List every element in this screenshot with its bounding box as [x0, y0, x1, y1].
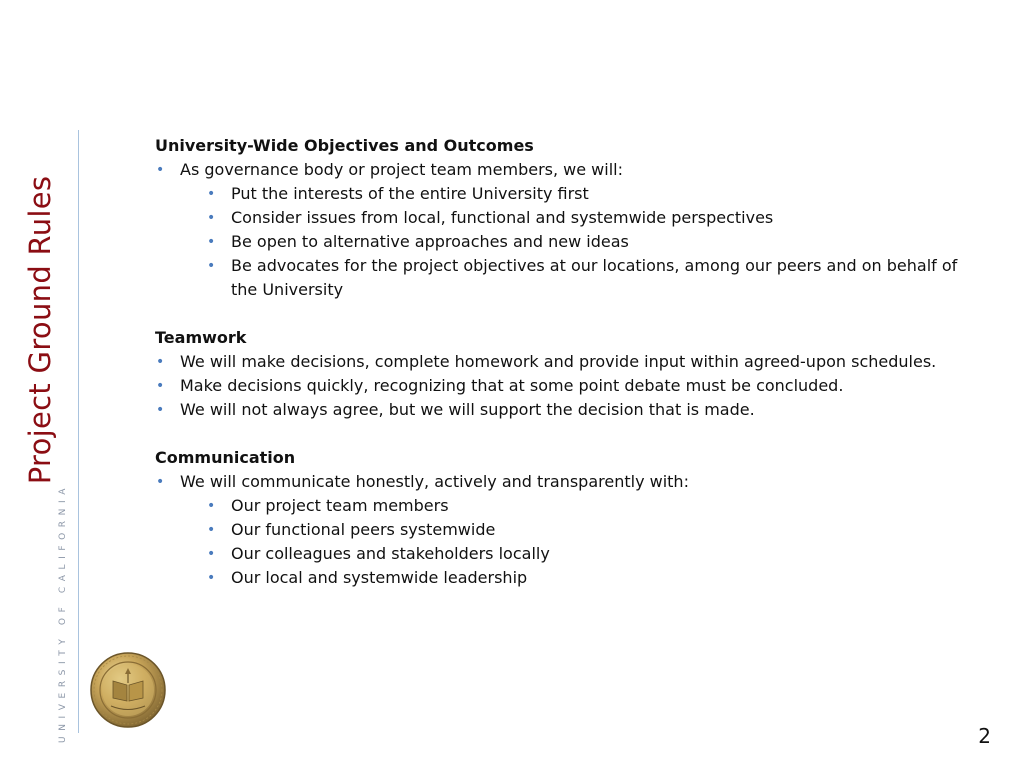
- sub-list-item: • Our local and systemwide leadership: [206, 566, 985, 590]
- slide-title: Project Ground Rules: [23, 175, 57, 485]
- sub-list-item: • Our functional peers systemwide: [206, 518, 985, 542]
- slide-body: [155, 134, 985, 614]
- university-wordmark: UNIVERSITY OF CALIFORNIA: [58, 483, 68, 743]
- section-heading: Teamwork: [155, 328, 247, 347]
- bullet-list: [155, 158, 985, 302]
- side-title-container: [0, 0, 57, 485]
- section-heading: University-Wide Objectives and Outcomes: [155, 136, 534, 155]
- bullet-list: [155, 470, 985, 590]
- section-communication: [155, 446, 985, 590]
- university-seal-icon: [89, 651, 167, 729]
- section-teamwork: [155, 326, 985, 422]
- page-number: 2: [978, 724, 991, 748]
- sub-list-item: • Our project team members: [206, 494, 985, 518]
- list-item: • We will not always agree, but we will support the decision that is made.: [155, 398, 985, 422]
- section-objectives: [155, 134, 985, 302]
- sub-list-item: • Be advocates for the project objectives at our locations, among our peers and on behalf of the University: [206, 254, 985, 302]
- sub-list-item: • Consider issues from local, functional and systemwide perspectives: [206, 206, 985, 230]
- sub-list-item: • Put the interests of the entire University first: [206, 182, 985, 206]
- list-item: • We will make decisions, complete homework and provide input within agreed-upon schedules.: [155, 350, 985, 374]
- list-item: [155, 470, 985, 590]
- list-item-text: We will communicate honestly, actively and transparently with:: [180, 472, 689, 491]
- bullet-list: [155, 350, 985, 422]
- sub-list-item: • Our colleagues and stakeholders locally: [206, 542, 985, 566]
- list-item: [155, 158, 985, 302]
- sub-bullet-list: [231, 182, 985, 302]
- section-heading: Communication: [155, 448, 296, 467]
- list-item-text: As governance body or project team members, we will:: [180, 160, 623, 179]
- vertical-divider: [78, 130, 79, 733]
- sub-list-item: • Be open to alternative approaches and new ideas: [206, 230, 985, 254]
- list-item: • Make decisions quickly, recognizing that at some point debate must be concluded.: [155, 374, 985, 398]
- sub-bullet-list: [231, 494, 985, 590]
